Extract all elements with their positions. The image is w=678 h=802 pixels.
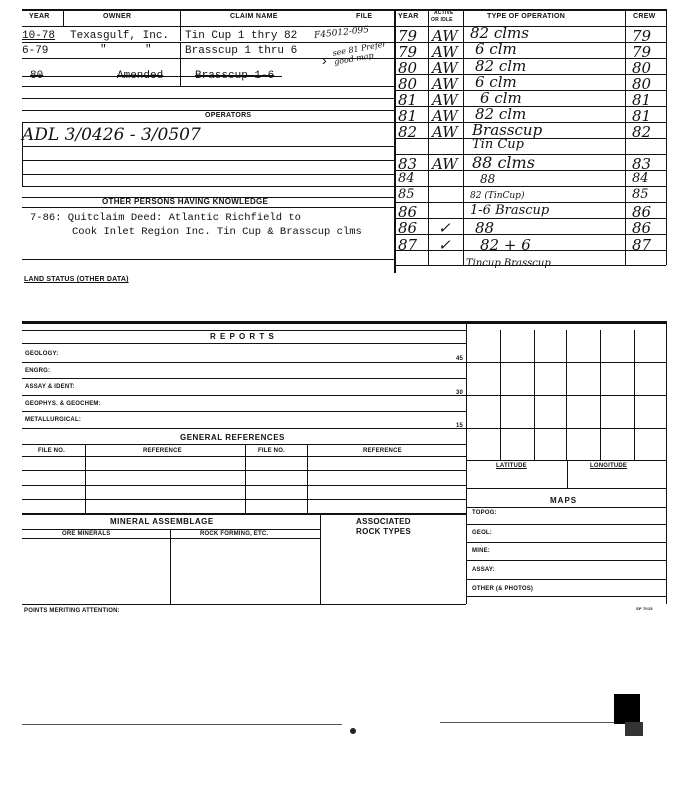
row1-file: F45012-095	[313, 25, 370, 41]
gr-header-file2: FILE NO.	[258, 448, 285, 454]
act-crew: 80	[632, 75, 652, 93]
act-crew: 84	[632, 171, 649, 186]
gr-header-ref2: REFERENCE	[363, 448, 402, 454]
act-year: 85	[398, 187, 415, 202]
general-refs-title: GENERAL REFERENCES	[180, 433, 285, 442]
report-engrg: ENGRG:	[25, 368, 51, 374]
act-year: 82	[398, 123, 418, 141]
act-year: 83	[398, 155, 418, 173]
act-status: AW	[432, 43, 458, 61]
row2-owner2: "	[145, 44, 152, 56]
act-type: 6 clm	[475, 40, 517, 58]
row1-owner: Texasgulf, Inc.	[70, 30, 170, 42]
mineral-title: MINERAL ASSEMBLAGE	[110, 517, 214, 526]
header-type-operation: TYPE OF OPERATION	[487, 13, 566, 20]
act-type: 6 clm	[480, 89, 522, 107]
scan-block-artifact	[614, 694, 640, 724]
report-geophys: GEOPHYS. & GEOCHEM:	[25, 401, 101, 407]
rock-forming-header: ROCK FORMING, ETC.	[200, 531, 269, 537]
act-status: AW	[432, 27, 458, 45]
operators-entry: ADL 3/0426 - 3/0507	[22, 125, 201, 145]
header-idle: OR IDLE	[431, 17, 453, 23]
header-owner: OWNER	[103, 13, 132, 20]
act-year: 86	[398, 219, 418, 237]
row1-year: 10-78	[22, 30, 56, 42]
header-activity-year: YEAR	[398, 13, 419, 20]
act-type: 82 clms	[470, 24, 529, 42]
act-year: 86	[398, 203, 418, 221]
report-geology: GEOLOGY:	[25, 351, 59, 357]
act-type: Tin Cup	[472, 137, 524, 152]
report-num-15: 15	[456, 423, 464, 429]
act-crew: 79	[632, 43, 652, 61]
act-year: 84	[398, 171, 415, 186]
act-status: AW	[432, 107, 458, 125]
form-number: SP 7015	[636, 606, 653, 611]
header-claim-name: CLAIM NAME	[230, 13, 278, 20]
knowledge-line1: 7-86: Quitclaim Deed: Atlantic Richfield to	[30, 212, 301, 224]
row2-file-note: see 81 Prefer good map	[331, 39, 387, 67]
act-status: AW	[432, 123, 458, 141]
gr-header-file1: FILE NO.	[38, 448, 65, 454]
report-num-45: 45	[456, 356, 464, 362]
act-type: Brasscup	[472, 121, 543, 139]
act-type: 82 (TinCup)	[470, 191, 525, 201]
act-crew: 81	[632, 91, 652, 109]
act-status: AW	[432, 91, 458, 109]
act-year: 79	[398, 43, 418, 61]
header-active: ACTIVE	[434, 10, 454, 16]
assoc-line1: ASSOCIATED	[356, 517, 411, 526]
header-file: FILE	[356, 13, 373, 20]
act-year: 87	[398, 236, 418, 254]
reports-title: R E P O R T S	[210, 332, 275, 341]
row3-year: 80	[30, 70, 44, 82]
act-year: 81	[398, 91, 418, 109]
map-topog: TOPOG:	[472, 510, 497, 516]
header-crew: CREW	[633, 13, 656, 20]
row1-claim: Tin Cup 1 thry 82	[185, 30, 298, 42]
row2-claim: Brasscup 1 thru 6	[185, 45, 298, 57]
act-crew: 86	[632, 219, 652, 237]
latitude-label: LATITUDE	[496, 463, 527, 469]
act-crew: 86	[632, 203, 652, 221]
act-type: 88	[475, 219, 495, 237]
map-mine: MINE:	[472, 548, 490, 554]
row2-year: 6-79	[22, 45, 49, 57]
brace-mark: ›	[322, 52, 327, 68]
act-crew: 79	[632, 27, 652, 45]
points-meriting-label: POINTS MERITING ATTENTION:	[24, 608, 120, 614]
act-crew: 82	[632, 123, 652, 141]
act-crew: 80	[632, 59, 652, 77]
knowledge-line2: Cook Inlet Region Inc. Tin Cup & Brasscup clms	[72, 226, 362, 238]
act-type: Tincup Brasscup	[466, 258, 551, 269]
act-status: ✓	[438, 236, 451, 254]
row2-owner: "	[100, 44, 107, 56]
land-status-label: LAND STATUS (OTHER DATA)	[24, 276, 129, 283]
maps-title: MAPS	[550, 496, 578, 505]
row3-owner: Amended	[117, 70, 164, 82]
report-assay: ASSAY & IDENT:	[25, 384, 75, 390]
act-year: 80	[398, 75, 418, 93]
act-status: AW	[432, 59, 458, 77]
act-type: 82 clm	[475, 105, 527, 123]
act-status: AW	[432, 155, 458, 173]
report-num-30: 30	[456, 390, 464, 396]
assoc-line2: ROCK TYPES	[356, 527, 412, 536]
act-type: 1-6 Brascup	[470, 203, 550, 218]
row3-claim: Brasscup 1-6	[195, 70, 275, 82]
knowledge-title: OTHER PERSONS HAVING KNOWLEDGE	[102, 197, 269, 206]
act-type: 82 clm	[475, 57, 527, 75]
longitude-label: LONGITUDE	[590, 463, 628, 469]
bottom-edge-line-right	[440, 722, 640, 723]
act-year: 79	[398, 27, 418, 45]
act-type: 88	[480, 172, 496, 186]
header-year: YEAR	[29, 13, 50, 20]
act-type: 88 clms	[472, 153, 535, 172]
map-assay: ASSAY:	[472, 567, 495, 573]
act-crew: 85	[632, 187, 649, 202]
ore-minerals-header: ORE MINERALS	[62, 531, 111, 537]
bottom-edge-line	[22, 724, 342, 725]
act-year: 80	[398, 59, 418, 77]
act-year: 81	[398, 107, 418, 125]
scan-smudge	[625, 722, 643, 736]
act-crew: 87	[632, 236, 652, 254]
scan-dot	[350, 728, 356, 734]
act-crew: 81	[632, 107, 652, 125]
gr-header-ref1: REFERENCE	[143, 448, 182, 454]
operators-title: OPERATORS	[205, 112, 252, 119]
act-crew: 83	[632, 155, 652, 173]
map-geol: GEOL:	[472, 530, 492, 536]
act-type: 6 clm	[475, 73, 517, 91]
report-metallurgical: METALLURGICAL:	[25, 417, 82, 423]
act-type: 82 + 6	[480, 236, 531, 254]
act-status: ✓	[438, 219, 451, 237]
map-other: OTHER (& PHOTOS)	[472, 586, 534, 592]
act-status: AW	[432, 75, 458, 93]
